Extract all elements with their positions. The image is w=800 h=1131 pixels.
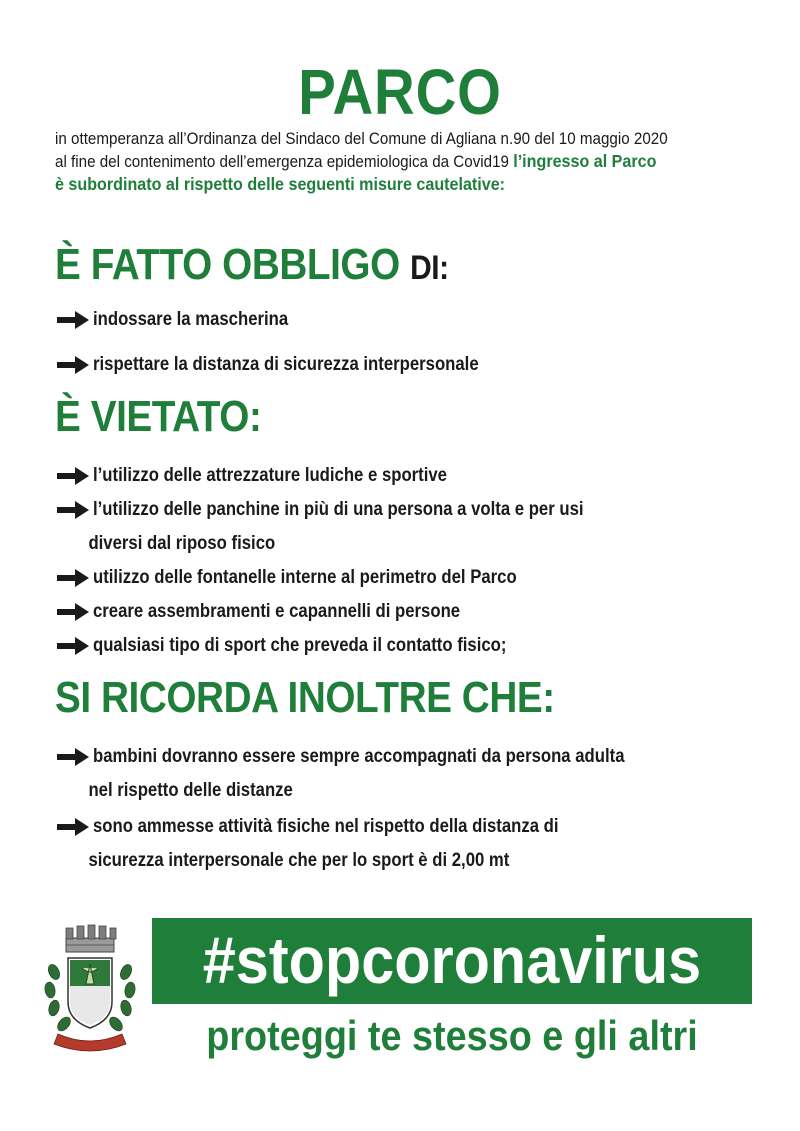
page-title: PARCO	[298, 56, 502, 128]
list-item: l’utilizzo delle panchine in più di una persona a volta e per usi diversi dal riposo fisico	[55, 493, 650, 561]
list-item: bambini dovranno essere sempre accompagnati da persona adulta nel rispetto delle distanze	[55, 740, 697, 808]
list-item: creare assembramenti e capannelli di persone	[55, 595, 510, 629]
hashtag-text: #stopcoronavirus	[202, 923, 702, 997]
slogan-text: proteggi te stesso e gli altri	[206, 1012, 698, 1059]
arrow-right-icon	[55, 746, 91, 768]
list-item: rispettare la distanza di sicurezza interpersonale	[55, 348, 531, 382]
list-item-continuation: nel rispetto delle distanze	[88, 780, 293, 802]
list-item-continuation: sicurezza interpersonale che per lo sport è di 2,00 mt	[88, 850, 510, 872]
heading-obbligo	[55, 240, 449, 290]
list-item: indossare la mascherina	[55, 303, 315, 337]
intro-text	[55, 128, 755, 195]
arrow-right-icon	[55, 499, 91, 521]
arrow-right-icon	[55, 635, 91, 657]
list-item-continuation: diversi dal riposo fisico	[88, 533, 276, 555]
arrow-right-icon	[55, 567, 91, 589]
hashtag-banner	[152, 918, 752, 1004]
arrow-right-icon	[55, 354, 91, 376]
list-item: utilizzo delle fontanelle interne al perimetro del Parco	[55, 561, 574, 595]
intro-line-2	[55, 150, 699, 173]
arrow-right-icon	[55, 601, 91, 623]
arrow-right-icon	[55, 816, 91, 838]
heading-vietato: È VIETATO:	[55, 392, 262, 441]
intro-line-2-prefix: al fine del contenimento dell’emergenza epidemiologica da Covid19	[55, 153, 510, 171]
list-item: l’utilizzo delle attrezzature ludiche e sportive	[55, 459, 495, 493]
list-item: sono ammesse attività fisiche nel rispetto della distanza di sicurezza interpersonale che per lo sport è di 2,00 mt	[55, 810, 622, 878]
arrow-right-icon	[55, 465, 91, 487]
municipal-crest-icon	[40, 924, 140, 1056]
heading-ricorda: SI RICORDA INOLTRE CHE:	[55, 673, 555, 722]
arrow-right-icon	[55, 309, 91, 331]
heading-obbligo-suffix: DI:	[410, 249, 449, 287]
heading-obbligo-text: È FATTO OBBLIGO	[55, 240, 400, 289]
list-item: qualsiasi tipo di sport che preveda il contatto fisico;	[55, 629, 563, 663]
intro-line-3: è subordinato al rispetto delle seguenti misure cautelative:	[55, 174, 506, 194]
intro-line-2-highlight: l’ingresso al Parco	[513, 151, 657, 171]
intro-line-1: in ottemperanza all’Ordinanza del Sindaco del Comune di Agliana n.90 del 10 maggio 2020	[55, 130, 668, 148]
